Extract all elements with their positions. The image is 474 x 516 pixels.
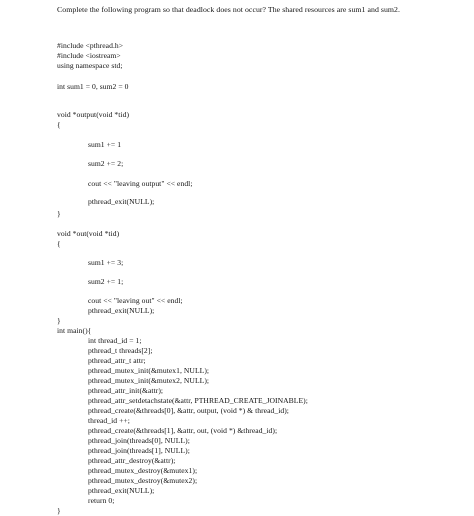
main-fn-line: return 0; bbox=[88, 496, 115, 505]
main-fn-line: pthread_mutex_destroy(&mutex1); bbox=[88, 466, 198, 475]
question-prompt: Complete the following program so that deadlock does not occur? The shared resources are sum1 and sum2. bbox=[57, 5, 400, 14]
out-fn-line: pthread_exit(NULL); bbox=[88, 306, 155, 315]
main-fn-line: pthread_attr_setdetachstate(&attr, PTHREAD_CREATE_JOINABLE); bbox=[88, 396, 308, 405]
main-fn-line: pthread_create(&threads[1], &attr, out, (void *) &thread_id); bbox=[88, 426, 278, 435]
out-fn-open-brace: { bbox=[57, 239, 61, 248]
output-fn-close-brace: } bbox=[57, 209, 61, 218]
main-fn-line: pthread_attr_init(&attr); bbox=[88, 386, 164, 395]
out-fn-line: cout << "leaving out" << endl; bbox=[88, 296, 183, 305]
out-fn-line: sum1 += 3; bbox=[88, 258, 124, 267]
output-fn-line: pthread_exit(NULL); bbox=[88, 197, 155, 206]
output-fn-line: sum1 += 1 bbox=[88, 140, 122, 149]
main-fn-line: int thread_id = 1; bbox=[88, 336, 142, 345]
main-fn-close-brace: } bbox=[57, 506, 61, 515]
main-fn-line: pthread_join(threads[1], NULL); bbox=[88, 446, 190, 455]
out-fn-signature: void *out(void *tid) bbox=[57, 229, 120, 238]
using-namespace: using namespace std; bbox=[57, 61, 123, 70]
output-fn-line: sum2 += 2; bbox=[88, 159, 124, 168]
out-fn-line: sum2 += 1; bbox=[88, 277, 124, 286]
output-fn-line: cout << "leaving output" << endl; bbox=[88, 179, 193, 188]
main-fn-line: thread_id ++; bbox=[88, 416, 130, 425]
main-fn-line: pthread_t threads[2]; bbox=[88, 346, 153, 355]
global-sums: int sum1 = 0, sum2 = 0 bbox=[57, 82, 129, 91]
main-fn-line: pthread_mutex_init(&mutex1, NULL); bbox=[88, 366, 210, 375]
main-fn-line: pthread_join(threads[0], NULL); bbox=[88, 436, 190, 445]
main-fn-line: pthread_attr_destroy(&attr); bbox=[88, 456, 176, 465]
main-fn-signature: int main(){ bbox=[57, 326, 92, 335]
out-fn-close-brace: } bbox=[57, 316, 61, 325]
main-fn-line: pthread_attr_t attr; bbox=[88, 356, 146, 365]
main-fn-line: pthread_create(&threads[0], &attr, output, (void *) & thread_id); bbox=[88, 406, 289, 415]
include-iostream: #include <iostream> bbox=[57, 51, 121, 60]
output-fn-open-brace: { bbox=[57, 120, 61, 129]
main-fn-line: pthread_mutex_init(&mutex2, NULL); bbox=[88, 376, 210, 385]
output-fn-signature: void *output(void *tid) bbox=[57, 110, 130, 119]
include-pthread: #include <pthread.h> bbox=[57, 41, 124, 50]
main-fn-line: pthread_exit(NULL); bbox=[88, 486, 155, 495]
main-fn-line: pthread_mutex_destroy(&mutex2); bbox=[88, 476, 198, 485]
